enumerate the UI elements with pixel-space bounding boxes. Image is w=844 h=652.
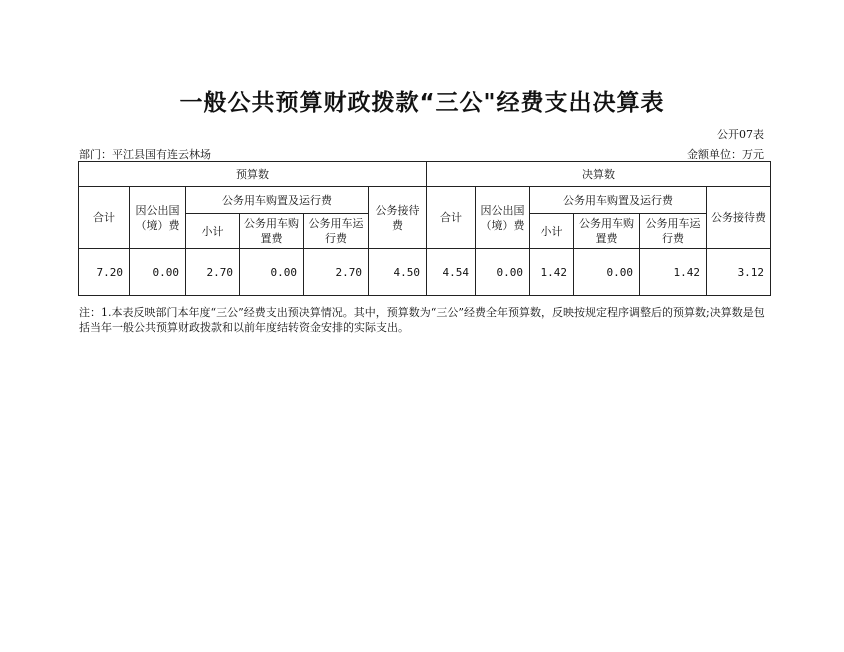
final-header: 决算数: [427, 162, 771, 187]
budget-vehicle-operation-header: 公务用车运行费: [304, 214, 369, 249]
final-abroad-header: 因公出国（境）费: [476, 187, 530, 249]
department-label: 部门：平江县国有连云林场: [79, 148, 211, 161]
three-public-expenses-table: [78, 161, 771, 296]
budget-reception-cell: 4.50: [369, 249, 427, 296]
form-code: 公开07表: [717, 128, 764, 141]
final-total-header: 合计: [427, 187, 476, 249]
header-row-1: [79, 162, 771, 187]
final-vehicle-operation-cell: 1.42: [640, 249, 707, 296]
budget-abroad-header: 因公出国（境）费: [130, 187, 186, 249]
budget-total-header: 合计: [79, 187, 130, 249]
final-vehicle-group-header: 公务用车购置及运行费: [530, 187, 707, 214]
final-total-cell: 4.54: [427, 249, 476, 296]
budget-vehicle-operation-cell: 2.70: [304, 249, 369, 296]
header-row-2: [79, 187, 771, 214]
final-vehicle-purchase-cell: 0.00: [574, 249, 640, 296]
final-reception-cell: 3.12: [707, 249, 771, 296]
final-vehicle-purchase-header: 公务用车购置费: [574, 214, 640, 249]
budget-abroad-cell: 0.00: [130, 249, 186, 296]
budget-header: 预算数: [79, 162, 427, 187]
final-subtotal-cell: 1.42: [530, 249, 574, 296]
budget-vehicle-purchase-header: 公务用车购置费: [240, 214, 304, 249]
budget-subtotal-cell: 2.70: [186, 249, 240, 296]
budget-vehicle-group-header: 公务用车购置及运行费: [186, 187, 369, 214]
budget-reception-header: 公务接待费: [369, 187, 427, 249]
final-subtotal-header: 小计: [530, 214, 574, 249]
page-title: 一般公共预算财政拨款“三公"经费支出决算表: [179, 90, 665, 116]
final-abroad-cell: 0.00: [476, 249, 530, 296]
final-vehicle-operation-header: 公务用车运行费: [640, 214, 707, 249]
data-row: [79, 249, 771, 296]
amount-unit-label: 金额单位：万元: [687, 148, 764, 161]
budget-total-cell: 7.20: [79, 249, 130, 296]
budget-vehicle-purchase-cell: 0.00: [240, 249, 304, 296]
footnote: 注：1.本表反映部门本年度“三公”经费支出预决算情况。其中，预算数为“三公”经费全年预算数，反映按规定程序调整后的预算数;决算数是包括当年一般公共预算财政拨款和以前年度结转资金安排的实际支出。: [79, 306, 765, 334]
final-reception-header: 公务接待费: [707, 187, 771, 249]
budget-subtotal-header: 小计: [186, 214, 240, 249]
